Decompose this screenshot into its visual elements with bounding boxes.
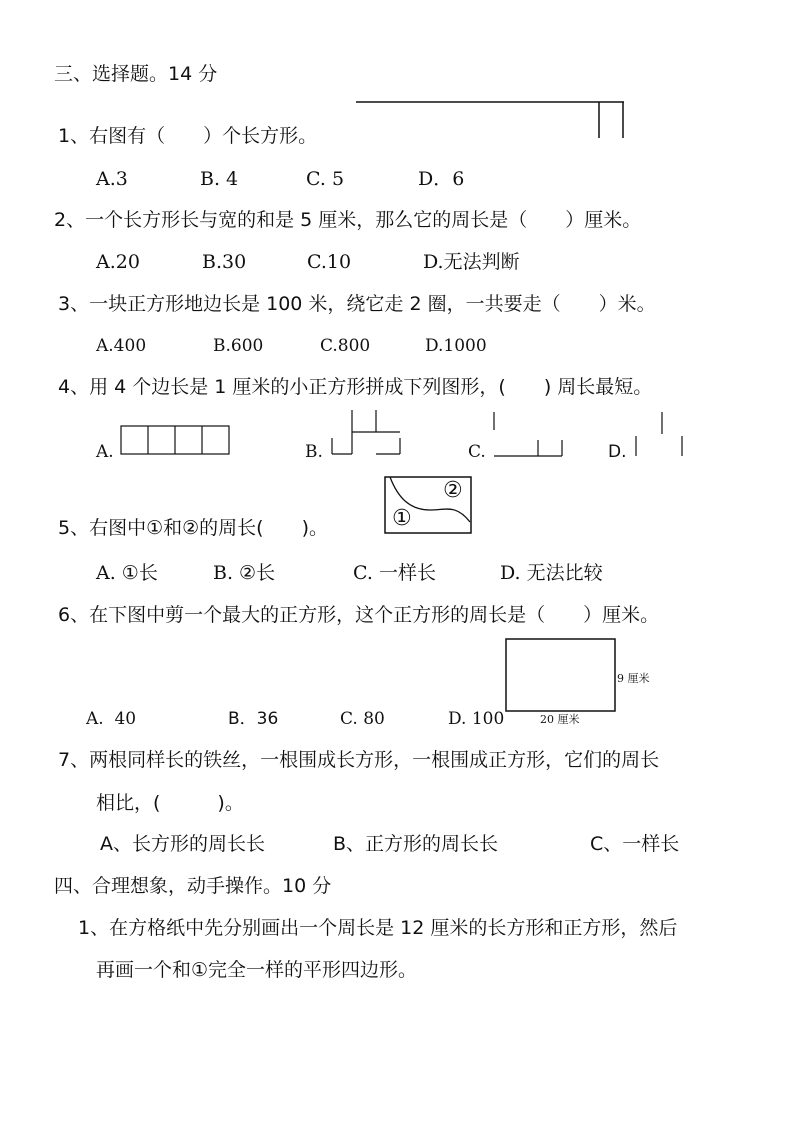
q4-figure-d [634, 410, 686, 458]
q4-option-b: B. [305, 442, 323, 462]
q7-stem-line-1: 7、两根同样长的铁丝，一根围成长方形，一根围成正方形，它们的周长 [58, 749, 660, 771]
q4-stem: 4、用 4 个边长是 1 厘米的小正方形拼成下列图形，( ) 周长最短。 [58, 376, 653, 398]
q4-figure-b [330, 408, 406, 458]
q1-stem: 1、右图有（ ）个长方形。 [58, 125, 318, 147]
q6-option-d: D. 100 [448, 709, 505, 729]
q6-width-label: 20 厘米 [540, 713, 580, 726]
q1-option-b: B. 4 [200, 168, 239, 190]
q3-stem: 3、一块正方形地边长是 100 米，绕它走 2 圈，一共要走（ ）米。 [58, 293, 656, 315]
q7-option-a: A、长方形的周长长 [100, 833, 265, 855]
q5-region-2-label: ② [443, 478, 463, 503]
q4-figure-c [492, 410, 566, 458]
q3-option-d: D.1000 [425, 336, 487, 356]
section-4-title: 四、合理想象，动手操作。10 分 [54, 875, 332, 897]
q1-option-c: C. 5 [306, 168, 345, 190]
q5-option-c: C. 一样长 [353, 562, 436, 584]
q1-option-a: A.3 [96, 168, 128, 190]
q5-option-a: A. ①长 [96, 562, 158, 584]
q4-option-d: D. [608, 442, 627, 462]
section-4-q1-line-1: 1、在方格纸中先分别画出一个周长是 12 厘米的长方形和正方形，然后 [78, 917, 678, 939]
section-3-title: 三、选择题。14 分 [54, 63, 218, 85]
q6-height-label: 9 厘米 [617, 672, 650, 685]
q6-rectangle-figure [505, 638, 617, 714]
q3-option-b: B.600 [213, 336, 264, 356]
q6-option-a: A. 40 [86, 709, 137, 729]
q7-stem-line-2: 相比，( )。 [96, 792, 244, 814]
q4-figure-a [120, 424, 232, 456]
q6-option-b: B．36 [228, 709, 279, 729]
q3-option-a: A.400 [96, 336, 147, 356]
q1-option-d: D．6 [418, 168, 465, 190]
q7-option-b: B、正方形的周长长 [333, 833, 499, 855]
q2-stem: 2、一个长方形长与宽的和是 5 厘米，那么它的周长是（ ）厘米。 [54, 209, 642, 231]
q3-option-c: C.800 [320, 336, 371, 356]
q5-stem: 5、右图中①和②的周长( )。 [58, 517, 328, 539]
q4-option-a: A. [96, 442, 114, 462]
q2-option-b: B.30 [202, 251, 247, 273]
q5-option-d: D. 无法比较 [500, 562, 603, 584]
q7-option-c: C、一样长 [590, 833, 680, 855]
section-4-q1-line-2: 再画一个和①完全一样的平形四边形。 [96, 959, 418, 981]
q6-stem: 6、在下图中剪一个最大的正方形，这个正方形的周长是（ ）厘米。 [58, 604, 660, 626]
q1-rectangles-figure [354, 100, 626, 142]
q2-option-d: D.无法判断 [423, 251, 520, 273]
q2-option-a: A.20 [96, 251, 140, 273]
q4-option-c: C. [468, 442, 486, 462]
q2-option-c: C.10 [307, 251, 352, 273]
q5-region-1-label: ① [392, 506, 412, 531]
q6-option-c: C. 80 [340, 709, 385, 729]
q5-option-b: B. ②长 [213, 562, 276, 584]
